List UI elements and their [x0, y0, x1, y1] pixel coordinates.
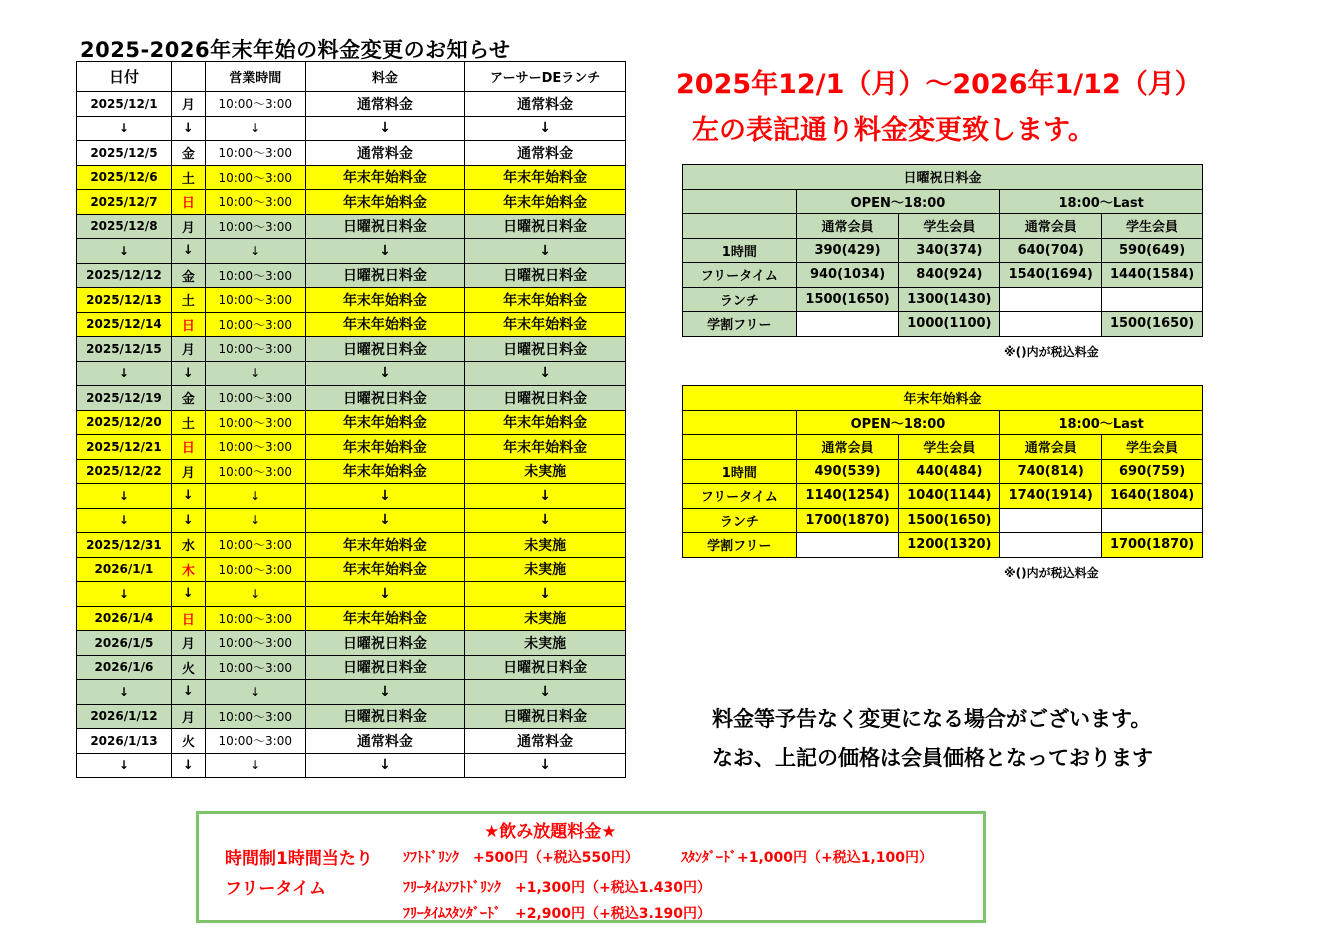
newyear-corner-2 [683, 435, 797, 460]
sunday-title: 日曜祝日料金 [683, 165, 1203, 190]
schedule-cell-lunch: 日曜祝日料金 [465, 337, 626, 362]
schedule-cell-day: 土 [171, 165, 205, 190]
schedule-cell-lunch: ↓ [465, 116, 626, 141]
schedule-cell-date: 2026/1/6 [77, 655, 172, 680]
schedule-cell-lunch: 未実施 [465, 533, 626, 558]
price-cell [1102, 508, 1203, 533]
price-cell [1000, 312, 1102, 337]
price-row [683, 484, 1203, 509]
schedule-cell-date: 2026/1/13 [77, 729, 172, 754]
newyear-period-open: OPEN～18:00 [796, 410, 1000, 435]
schedule-cell-lunch: 未実施 [465, 459, 626, 484]
price-cell [1102, 287, 1203, 312]
price-cell: 1140(1254) [796, 484, 899, 509]
price-cell: 640(704) [1000, 238, 1102, 263]
schedule-cell-date: 2026/1/5 [77, 631, 172, 656]
schedule-cell-day: ↓ [171, 680, 205, 705]
price-cell: 1700(1870) [796, 508, 899, 533]
newyear-period-night: 18:00～Last [1000, 410, 1203, 435]
schedule-cell-lunch: ↓ [465, 582, 626, 607]
schedule-cell-time: 10:00～3:00 [205, 606, 305, 631]
header-fee: 料金 [305, 62, 465, 92]
schedule-cell-time: 10:00～3:00 [205, 312, 305, 337]
schedule-cell-fee: 年末年始料金 [305, 312, 465, 337]
schedule-cell-lunch: 年末年始料金 [465, 190, 626, 215]
schedule-body [77, 92, 626, 778]
schedule-cell-fee: 年末年始料金 [305, 459, 465, 484]
schedule-cell-day: ↓ [171, 484, 205, 509]
schedule-cell-fee: 年末年始料金 [305, 165, 465, 190]
price-row [683, 238, 1203, 263]
schedule-row [77, 484, 626, 509]
schedule-row [77, 582, 626, 607]
schedule-cell-day: ↓ [171, 116, 205, 141]
schedule-row [77, 655, 626, 680]
schedule-cell-lunch: 通常料金 [465, 141, 626, 166]
schedule-cell-day: 火 [171, 655, 205, 680]
notice-line-1: 料金等予告なく変更になる場合がございます。 [712, 707, 1152, 731]
schedule-cell-date: ↓ [77, 753, 172, 778]
schedule-row [77, 729, 626, 754]
schedule-cell-fee: 年末年始料金 [305, 557, 465, 582]
price-cell: 1700(1870) [1102, 533, 1203, 558]
drinks-hourly-label: 時間制1時間当たり [225, 849, 373, 869]
schedule-cell-time: 10:00～3:00 [205, 655, 305, 680]
drinks-free-standard: ﾌﾘｰﾀｲﾑｽﾀﾝﾀﾞｰﾄﾞ +2,900円（+税込3.190円） [403, 906, 712, 922]
schedule-cell-date: ↓ [77, 361, 172, 386]
schedule-cell-time: 10:00～3:00 [205, 459, 305, 484]
schedule-cell-time: 10:00～3:00 [205, 337, 305, 362]
schedule-cell-fee: ↓ [305, 680, 465, 705]
schedule-cell-fee: 日曜祝日料金 [305, 214, 465, 239]
schedule-cell-fee: ↓ [305, 484, 465, 509]
schedule-cell-day: 土 [171, 410, 205, 435]
price-cell: 1740(1914) [1000, 484, 1102, 509]
schedule-cell-date: 2025/12/1 [77, 92, 172, 117]
schedule-cell-fee: 日曜祝日料金 [305, 704, 465, 729]
schedule-cell-date: 2026/1/1 [77, 557, 172, 582]
newyear-price-table [682, 385, 1203, 558]
price-cell: 1440(1584) [1102, 263, 1203, 288]
price-cell [796, 312, 899, 337]
sunday-member-student-night: 学生会員 [1102, 214, 1203, 239]
schedule-cell-fee: 年末年始料金 [305, 288, 465, 313]
schedule-cell-time: ↓ [205, 582, 305, 607]
price-cell: 940(1034) [796, 263, 899, 288]
price-row [683, 459, 1203, 484]
schedule-cell-day: 日 [171, 435, 205, 460]
schedule-cell-fee: 年末年始料金 [305, 435, 465, 460]
header-date: 日付 [77, 62, 172, 92]
schedule-cell-time: 10:00～3:00 [205, 435, 305, 460]
price-cell [796, 533, 899, 558]
schedule-cell-fee: 日曜祝日料金 [305, 386, 465, 411]
price-row [683, 312, 1203, 337]
price-row [683, 533, 1203, 558]
schedule-row [77, 239, 626, 264]
price-row-label: フリータイム [683, 263, 797, 288]
schedule-cell-fee: 日曜祝日料金 [305, 631, 465, 656]
schedule-cell-lunch: ↓ [465, 508, 626, 533]
newyear-member-regular-night: 通常会員 [1000, 435, 1102, 460]
schedule-cell-day: ↓ [171, 582, 205, 607]
banner-message: 左の表記通り料金変更致します。 [692, 115, 1095, 146]
schedule-cell-fee: ↓ [305, 116, 465, 141]
newyear-corner [683, 410, 797, 435]
schedule-cell-lunch: ↓ [465, 361, 626, 386]
schedule-cell-time: 10:00～3:00 [205, 165, 305, 190]
price-cell: 1500(1650) [899, 508, 1000, 533]
price-cell: 440(484) [899, 459, 1000, 484]
schedule-cell-lunch: 通常料金 [465, 92, 626, 117]
price-cell: 1000(1100) [899, 312, 1000, 337]
schedule-cell-lunch: 日曜祝日料金 [465, 655, 626, 680]
schedule-cell-fee: ↓ [305, 361, 465, 386]
schedule-cell-day: ↓ [171, 361, 205, 386]
schedule-cell-fee: 年末年始料金 [305, 533, 465, 558]
schedule-cell-day: 日 [171, 190, 205, 215]
schedule-cell-day: 月 [171, 214, 205, 239]
schedule-cell-lunch: 年末年始料金 [465, 312, 626, 337]
drinks-free-label: フリータイム [225, 879, 326, 899]
price-cell: 1300(1430) [899, 287, 1000, 312]
schedule-row [77, 361, 626, 386]
schedule-cell-fee: 年末年始料金 [305, 190, 465, 215]
schedule-cell-lunch: 日曜祝日料金 [465, 263, 626, 288]
price-cell [1000, 533, 1102, 558]
header-day [171, 62, 205, 92]
schedule-cell-fee: ↓ [305, 582, 465, 607]
schedule-cell-time: ↓ [205, 753, 305, 778]
newyear-member-student: 学生会員 [899, 435, 1000, 460]
sunday-member-regular-night: 通常会員 [1000, 214, 1102, 239]
schedule-cell-fee: 日曜祝日料金 [305, 655, 465, 680]
price-row-label: 1時間 [683, 238, 797, 263]
schedule-row [77, 312, 626, 337]
price-row-label: ランチ [683, 287, 797, 312]
schedule-cell-lunch: ↓ [465, 680, 626, 705]
schedule-cell-date: 2025/12/22 [77, 459, 172, 484]
sunday-corner [683, 189, 797, 214]
schedule-cell-lunch: ↓ [465, 753, 626, 778]
schedule-row [77, 631, 626, 656]
schedule-cell-fee: ↓ [305, 508, 465, 533]
schedule-cell-date: 2025/12/12 [77, 263, 172, 288]
sunday-member-student: 学生会員 [899, 214, 1000, 239]
schedule-row [77, 337, 626, 362]
schedule-cell-day: ↓ [171, 508, 205, 533]
schedule-cell-time: 10:00～3:00 [205, 410, 305, 435]
price-row [683, 508, 1203, 533]
schedule-cell-time: 10:00～3:00 [205, 729, 305, 754]
schedule-cell-time: 10:00～3:00 [205, 214, 305, 239]
schedule-row [77, 680, 626, 705]
schedule-row [77, 753, 626, 778]
schedule-cell-day: 火 [171, 729, 205, 754]
price-cell: 690(759) [1102, 459, 1203, 484]
schedule-row [77, 704, 626, 729]
price-cell: 590(649) [1102, 238, 1203, 263]
schedule-cell-fee: 日曜祝日料金 [305, 263, 465, 288]
drinks-hourly-soft: ｿﾌﾄﾄﾞﾘﾝｸ +500円（+税込550円） [403, 850, 639, 866]
price-cell: 1640(1804) [1102, 484, 1203, 509]
schedule-cell-fee: 通常料金 [305, 141, 465, 166]
schedule-cell-day: 金 [171, 386, 205, 411]
schedule-cell-fee: 年末年始料金 [305, 410, 465, 435]
schedule-row [77, 435, 626, 460]
sunday-tax-note: ※()内が税込料金 [1004, 345, 1099, 359]
schedule-table [76, 61, 626, 778]
schedule-row [77, 214, 626, 239]
schedule-cell-lunch: 年末年始料金 [465, 410, 626, 435]
schedule-row [77, 141, 626, 166]
drinks-free-soft: ﾌﾘｰﾀｲﾑｿﾌﾄﾄﾞﾘﾝｸ +1,300円（+税込1.430円） [403, 880, 712, 896]
drinks-title: ★飲み放題料金★ [484, 822, 617, 842]
schedule-cell-time: ↓ [205, 361, 305, 386]
schedule-cell-lunch: ↓ [465, 484, 626, 509]
sunday-member-regular: 通常会員 [796, 214, 899, 239]
schedule-cell-day: 金 [171, 141, 205, 166]
schedule-cell-day: 木 [171, 557, 205, 582]
price-cell: 1040(1144) [899, 484, 1000, 509]
schedule-cell-time: 10:00～3:00 [205, 92, 305, 117]
schedule-cell-lunch: 日曜祝日料金 [465, 214, 626, 239]
price-cell: 490(539) [796, 459, 899, 484]
schedule-cell-lunch: 日曜祝日料金 [465, 386, 626, 411]
price-cell: 340(374) [899, 238, 1000, 263]
sunday-corner-2 [683, 214, 797, 239]
newyear-member-student-night: 学生会員 [1102, 435, 1203, 460]
schedule-cell-date: ↓ [77, 582, 172, 607]
schedule-cell-lunch: 未実施 [465, 606, 626, 631]
header-hours: 営業時間 [205, 62, 305, 92]
price-row-label: フリータイム [683, 484, 797, 509]
schedule-cell-time: 10:00～3:00 [205, 288, 305, 313]
schedule-cell-fee: 通常料金 [305, 92, 465, 117]
price-cell [1000, 287, 1102, 312]
schedule-header-row [77, 62, 626, 92]
schedule-row [77, 165, 626, 190]
schedule-cell-time: 10:00～3:00 [205, 386, 305, 411]
schedule-cell-day: 月 [171, 459, 205, 484]
newyear-title: 年末年始料金 [683, 386, 1203, 411]
sunday-price-table [682, 164, 1203, 337]
schedule-cell-time: ↓ [205, 116, 305, 141]
schedule-cell-day: ↓ [171, 753, 205, 778]
schedule-cell-lunch: 年末年始料金 [465, 288, 626, 313]
schedule-cell-date: 2025/12/21 [77, 435, 172, 460]
drinks-box [196, 811, 986, 923]
schedule-row [77, 533, 626, 558]
schedule-cell-date: 2025/12/15 [77, 337, 172, 362]
notice-line-2: なお、上記の価格は会員価格となっております [712, 746, 1153, 770]
schedule-cell-date: 2025/12/6 [77, 165, 172, 190]
price-cell [1000, 508, 1102, 533]
schedule-row [77, 386, 626, 411]
newyear-tax-note: ※()内が税込料金 [1004, 566, 1099, 580]
schedule-cell-time: 10:00～3:00 [205, 141, 305, 166]
price-cell: 1500(1650) [796, 287, 899, 312]
schedule-cell-lunch: 年末年始料金 [465, 435, 626, 460]
schedule-row [77, 459, 626, 484]
schedule-cell-date: 2026/1/4 [77, 606, 172, 631]
schedule-cell-time: ↓ [205, 508, 305, 533]
schedule-cell-day: ↓ [171, 239, 205, 264]
sunday-period-night: 18:00～Last [1000, 189, 1203, 214]
schedule-cell-lunch: 日曜祝日料金 [465, 704, 626, 729]
price-cell: 390(429) [796, 238, 899, 263]
schedule-cell-lunch: 未実施 [465, 557, 626, 582]
price-row-label: ランチ [683, 508, 797, 533]
schedule-cell-day: 月 [171, 631, 205, 656]
schedule-cell-time: ↓ [205, 680, 305, 705]
page-title: 2025-2026年末年始の料金変更のお知らせ [80, 38, 511, 62]
schedule-cell-time: 10:00～3:00 [205, 533, 305, 558]
schedule-row [77, 116, 626, 141]
price-row [683, 287, 1203, 312]
schedule-cell-day: 月 [171, 92, 205, 117]
schedule-cell-fee: 年末年始料金 [305, 606, 465, 631]
schedule-row [77, 557, 626, 582]
schedule-cell-date: 2025/12/19 [77, 386, 172, 411]
schedule-cell-day: 土 [171, 288, 205, 313]
schedule-cell-fee: 通常料金 [305, 729, 465, 754]
schedule-cell-day: 月 [171, 337, 205, 362]
schedule-cell-fee: ↓ [305, 239, 465, 264]
schedule-cell-time: ↓ [205, 484, 305, 509]
schedule-cell-date: 2026/1/12 [77, 704, 172, 729]
schedule-row [77, 288, 626, 313]
schedule-cell-date: 2025/12/5 [77, 141, 172, 166]
schedule-cell-lunch: 通常料金 [465, 729, 626, 754]
schedule-cell-date: ↓ [77, 508, 172, 533]
schedule-row [77, 190, 626, 215]
schedule-cell-date: 2025/12/13 [77, 288, 172, 313]
schedule-cell-date: 2025/12/14 [77, 312, 172, 337]
price-cell: 840(924) [899, 263, 1000, 288]
schedule-cell-date: 2025/12/8 [77, 214, 172, 239]
newyear-member-regular: 通常会員 [796, 435, 899, 460]
price-cell: 1540(1694) [1000, 263, 1102, 288]
schedule-cell-date: 2025/12/31 [77, 533, 172, 558]
price-cell: 1200(1320) [899, 533, 1000, 558]
newyear-price-rows [683, 459, 1203, 557]
header-lunch: アーサーDEランチ [465, 62, 626, 92]
schedule-cell-time: ↓ [205, 239, 305, 264]
schedule-cell-time: 10:00～3:00 [205, 631, 305, 656]
drinks-hourly-standard: ｽﾀﾝﾀﾞｰﾄﾞ+1,000円（+税込1,100円） [681, 850, 934, 866]
price-row-label: 学割フリー [683, 312, 797, 337]
price-row [683, 263, 1203, 288]
schedule-cell-lunch: 未実施 [465, 631, 626, 656]
schedule-cell-date: 2025/12/7 [77, 190, 172, 215]
schedule-cell-fee: 日曜祝日料金 [305, 337, 465, 362]
schedule-row [77, 508, 626, 533]
schedule-cell-day: 金 [171, 263, 205, 288]
schedule-cell-fee: ↓ [305, 753, 465, 778]
schedule-cell-date: ↓ [77, 239, 172, 264]
schedule-cell-time: 10:00～3:00 [205, 190, 305, 215]
price-row-label: 学割フリー [683, 533, 797, 558]
sunday-period-open: OPEN～18:00 [796, 189, 1000, 214]
schedule-cell-day: 水 [171, 533, 205, 558]
schedule-cell-lunch: ↓ [465, 239, 626, 264]
schedule-row [77, 410, 626, 435]
banner-period: 2025年12/1（月）～2026年1/12（月） [676, 69, 1202, 100]
schedule-row [77, 606, 626, 631]
price-cell: 740(814) [1000, 459, 1102, 484]
price-row-label: 1時間 [683, 459, 797, 484]
schedule-cell-date: ↓ [77, 116, 172, 141]
price-cell: 1500(1650) [1102, 312, 1203, 337]
schedule-cell-time: 10:00～3:00 [205, 704, 305, 729]
sunday-price-rows [683, 238, 1203, 336]
schedule-cell-day: 日 [171, 312, 205, 337]
schedule-cell-day: 日 [171, 606, 205, 631]
schedule-cell-date: ↓ [77, 484, 172, 509]
schedule-cell-day: 月 [171, 704, 205, 729]
schedule-cell-lunch: 年末年始料金 [465, 165, 626, 190]
schedule-cell-date: ↓ [77, 680, 172, 705]
schedule-row [77, 92, 626, 117]
schedule-cell-time: 10:00～3:00 [205, 557, 305, 582]
schedule-cell-date: 2025/12/20 [77, 410, 172, 435]
schedule-row [77, 263, 626, 288]
schedule-cell-time: 10:00～3:00 [205, 263, 305, 288]
